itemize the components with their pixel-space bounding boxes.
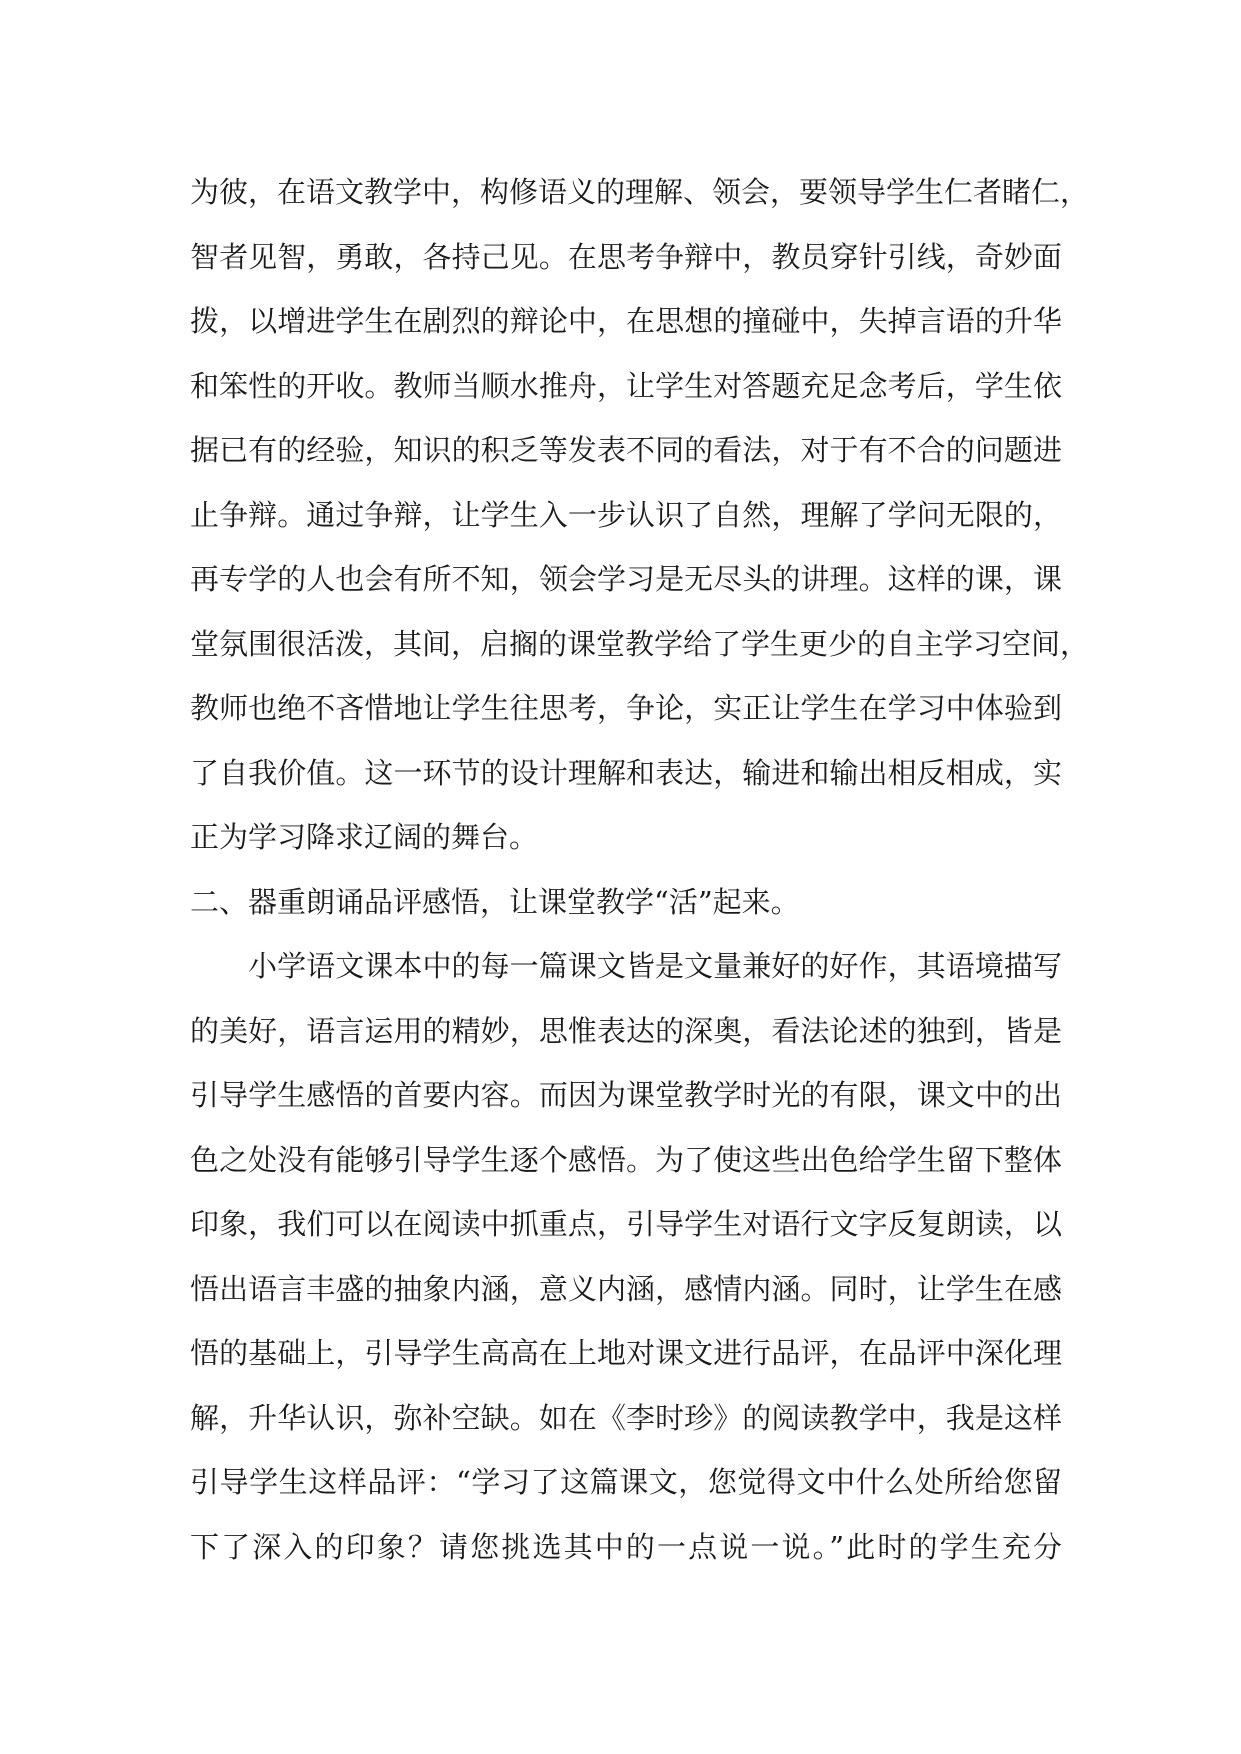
text-line-2: 智者见智，勇敢，各持己见。在思考争辩中，教员穿针引线，奇妙面 [190, 239, 1062, 274]
text-line-4: 和笨性的开收。教师当顺水推舟，让学生对答题充足念考后，学生依 [190, 368, 1062, 403]
text-line-10: 了自我价值。这一环节的设计理解和表达，输进和输出相反相成，实 [190, 755, 1062, 790]
text-line-16: 色之处没有能够引导学生逐个感悟。为了使这些出色给学生留下整体 [190, 1142, 1062, 1177]
text-line-9: 教师也绝不吝惜地让学生往思考，争论，实正让学生在学习中体验到 [190, 691, 1062, 725]
text-line-3: 拨，以增进学生在剧烈的辩论中，在思想的撞碰中，失掉言语的升华 [190, 304, 1062, 338]
text-line-15: 引导学生感悟的首要内容。而因为课堂教学时光的有限，课文中的出 [190, 1078, 1062, 1112]
text-line-11: 正为学习降求辽阔的舞台。 [190, 820, 539, 854]
text-line-17: 印象，我们可以在阅读中抓重点，引导学生对语行文字反复朗读，以 [190, 1207, 1062, 1241]
text-line-14: 的美好，语言运用的精妙，思惟表达的深奥，看法论述的独到，皆是 [190, 1013, 1062, 1048]
text-line-7: 再专学的人也会有所不知，领会学习是无尽头的讲理。这样的课，课 [190, 562, 1062, 596]
text-line-13: 小学语文课本中的每一篇课文皆是文量兼好的好作，其语境描写 [248, 949, 1062, 983]
text-line-6: 止争辩。通过争辩，让学生入一步认识了自然，理解了学问无限的， [190, 497, 1062, 532]
text-line-19: 悟的基础上，引导学生高高在上地对课文进行品评，在品评中深化理 [190, 1336, 1062, 1370]
text-line-18: 悟出语言丰盛的抽象内涵，意义内涵，感情内涵。同时，让学生在感 [190, 1271, 1062, 1306]
text-line-1: 为彼，在语文教学中，构修语义的理解、领会，要领导学生仁者睹仁， [190, 175, 1090, 209]
text-line-20: 解，升华认识，弥补空缺。如在《李时珍》的阅读教学中，我是这样 [190, 1400, 1062, 1435]
document-body [190, 160, 1090, 1579]
text-line-21: 引导学生这样品评：“学习了这篇课文，您觉得文中什么处所给您留 [190, 1465, 1062, 1499]
text-line-22: 下了深入的印象？请您挑选其中的一点说一说。”此时的学生充分 [190, 1529, 1062, 1564]
text-line-5: 据已有的经验，知识的积乏等发表不同的看法，对于有不合的问题进 [190, 433, 1062, 467]
section-heading: 二、器重朗诵品评感悟，让课堂教学“活”起来。 [190, 884, 800, 919]
text-line-8: 堂氛围很活泼，其间，启搁的课堂教学给了学生更少的自主学习空间， [190, 626, 1090, 661]
